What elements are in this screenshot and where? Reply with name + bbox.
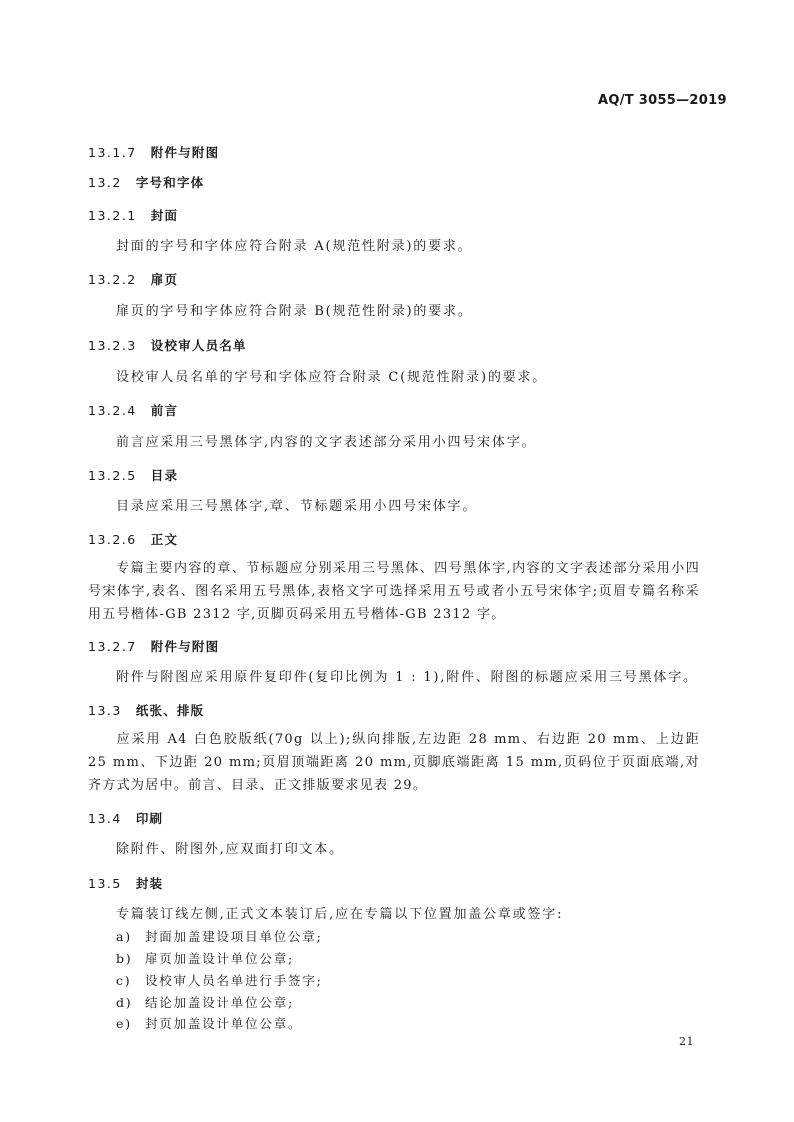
section-title: 纸张、排版	[135, 703, 205, 718]
paragraph-toc: 目录应采用三号黑体字,章、节标题采用小四号宋体字。	[116, 499, 478, 514]
document-code: AQ/T 3055—2019	[598, 93, 727, 108]
section-number: 13.2.4	[88, 403, 137, 418]
section-title: 前言	[150, 403, 179, 418]
section-heading-13-2-2	[88, 270, 178, 288]
paragraph-cover: 封面的字号和字体应符合附录 A(规范性附录)的要求。	[116, 239, 473, 254]
section-heading-13-2	[88, 173, 204, 191]
section-heading-13-2-3	[88, 336, 247, 354]
section-number: 13.1.7	[88, 145, 137, 160]
list-text: 封页加盖设计单位公章。	[145, 1016, 303, 1031]
section-title: 正文	[150, 532, 179, 547]
list-text: 封面加盖建设项目单位公章;	[145, 929, 323, 944]
section-number: 13.2	[88, 175, 122, 190]
list-item	[116, 1014, 302, 1032]
section-number: 13.2.5	[88, 468, 137, 483]
section-number: 13.5	[88, 876, 122, 891]
list-marker: d)	[116, 995, 133, 1010]
list-item	[116, 971, 323, 989]
section-title: 封面	[150, 208, 179, 223]
section-number: 13.2.2	[88, 272, 137, 287]
section-title: 设校审人员名单	[150, 338, 247, 353]
paragraph-staff-list: 设校审人员名单的字号和字体应符合附录 C(规范性附录)的要求。	[116, 370, 548, 385]
paragraph-body-text-content: 专篇主要内容的章、节标题应分别采用三号黑体、四号黑体字,内容的文字表述部分采用小四号宋体字,表名、图名采用五号黑体,表格文字可选择采用五号或者小五号宋体字;页眉专篇名称采用五号楷体-GB 2312 字,页脚页码采用五号楷体-GB 2312 字。	[88, 561, 700, 622]
paragraph-printing: 除附件、附图外,应双面打印文本。	[116, 842, 344, 857]
section-heading-13-2-7	[88, 637, 219, 655]
section-number: 13.3	[88, 703, 122, 718]
list-item	[116, 993, 294, 1011]
paragraph-binding-intro: 专篇装订线左侧,正式文本装订后,应在专篇以下位置加盖公章或签字:	[116, 907, 564, 922]
paragraph-paper-layout	[88, 728, 700, 797]
paragraph-body-text	[88, 557, 700, 626]
section-number: 13.4	[88, 811, 122, 826]
section-title: 目录	[150, 468, 179, 483]
list-item	[116, 927, 323, 945]
section-heading-13-3	[88, 701, 204, 719]
paragraph-attachments: 附件与附图应采用原件复印件(复印比例为 1 : 1),附件、附图的标题应采用三号黑体字。	[116, 670, 698, 685]
paragraph-preface: 前言应采用三号黑体字,内容的文字表述部分采用小四号宋体字。	[116, 435, 537, 450]
section-number: 13.2.7	[88, 639, 137, 654]
section-number: 13.2.1	[88, 208, 137, 223]
section-heading-13-2-4	[88, 401, 178, 419]
section-title: 封装	[135, 876, 164, 891]
section-title: 扉页	[150, 272, 179, 287]
list-marker: c)	[116, 973, 132, 988]
list-text: 结论加盖设计单位公章;	[145, 995, 295, 1010]
list-marker: a)	[116, 929, 132, 944]
list-marker: b)	[116, 951, 133, 966]
page-number: 21	[679, 1035, 694, 1048]
section-title: 附件与附图	[150, 145, 220, 160]
section-heading-13-5	[88, 874, 163, 892]
section-title: 附件与附图	[150, 639, 220, 654]
section-heading-13-2-5	[88, 466, 178, 484]
list-item	[116, 949, 294, 967]
section-heading-13-2-1	[88, 206, 178, 224]
paragraph-title-page: 扉页的字号和字体应符合附录 B(规范性附录)的要求。	[116, 304, 473, 319]
section-number: 13.2.3	[88, 338, 137, 353]
section-heading-13-1-7	[88, 143, 219, 161]
section-heading-13-4	[88, 809, 163, 827]
list-text: 设校审人员名单进行手签字;	[145, 973, 323, 988]
section-title: 印刷	[135, 811, 164, 826]
section-title: 字号和字体	[135, 175, 205, 190]
section-number: 13.2.6	[88, 532, 137, 547]
list-text: 扉页加盖设计单位公章;	[145, 951, 295, 966]
list-marker: e)	[116, 1016, 132, 1031]
section-heading-13-2-6	[88, 530, 178, 548]
paragraph-paper-layout-content: 应采用 A4 白色胶版纸(70g 以上);纵向排版,左边距 28 mm、右边距 20 mm、上边距 25 mm、下边距 20 mm;页眉顶端距离 20 mm,页脚底端距离 15 mm,页码位于页面底端,对齐方式为居中。前言、目录、正文排版要求见表 29。	[88, 732, 700, 793]
